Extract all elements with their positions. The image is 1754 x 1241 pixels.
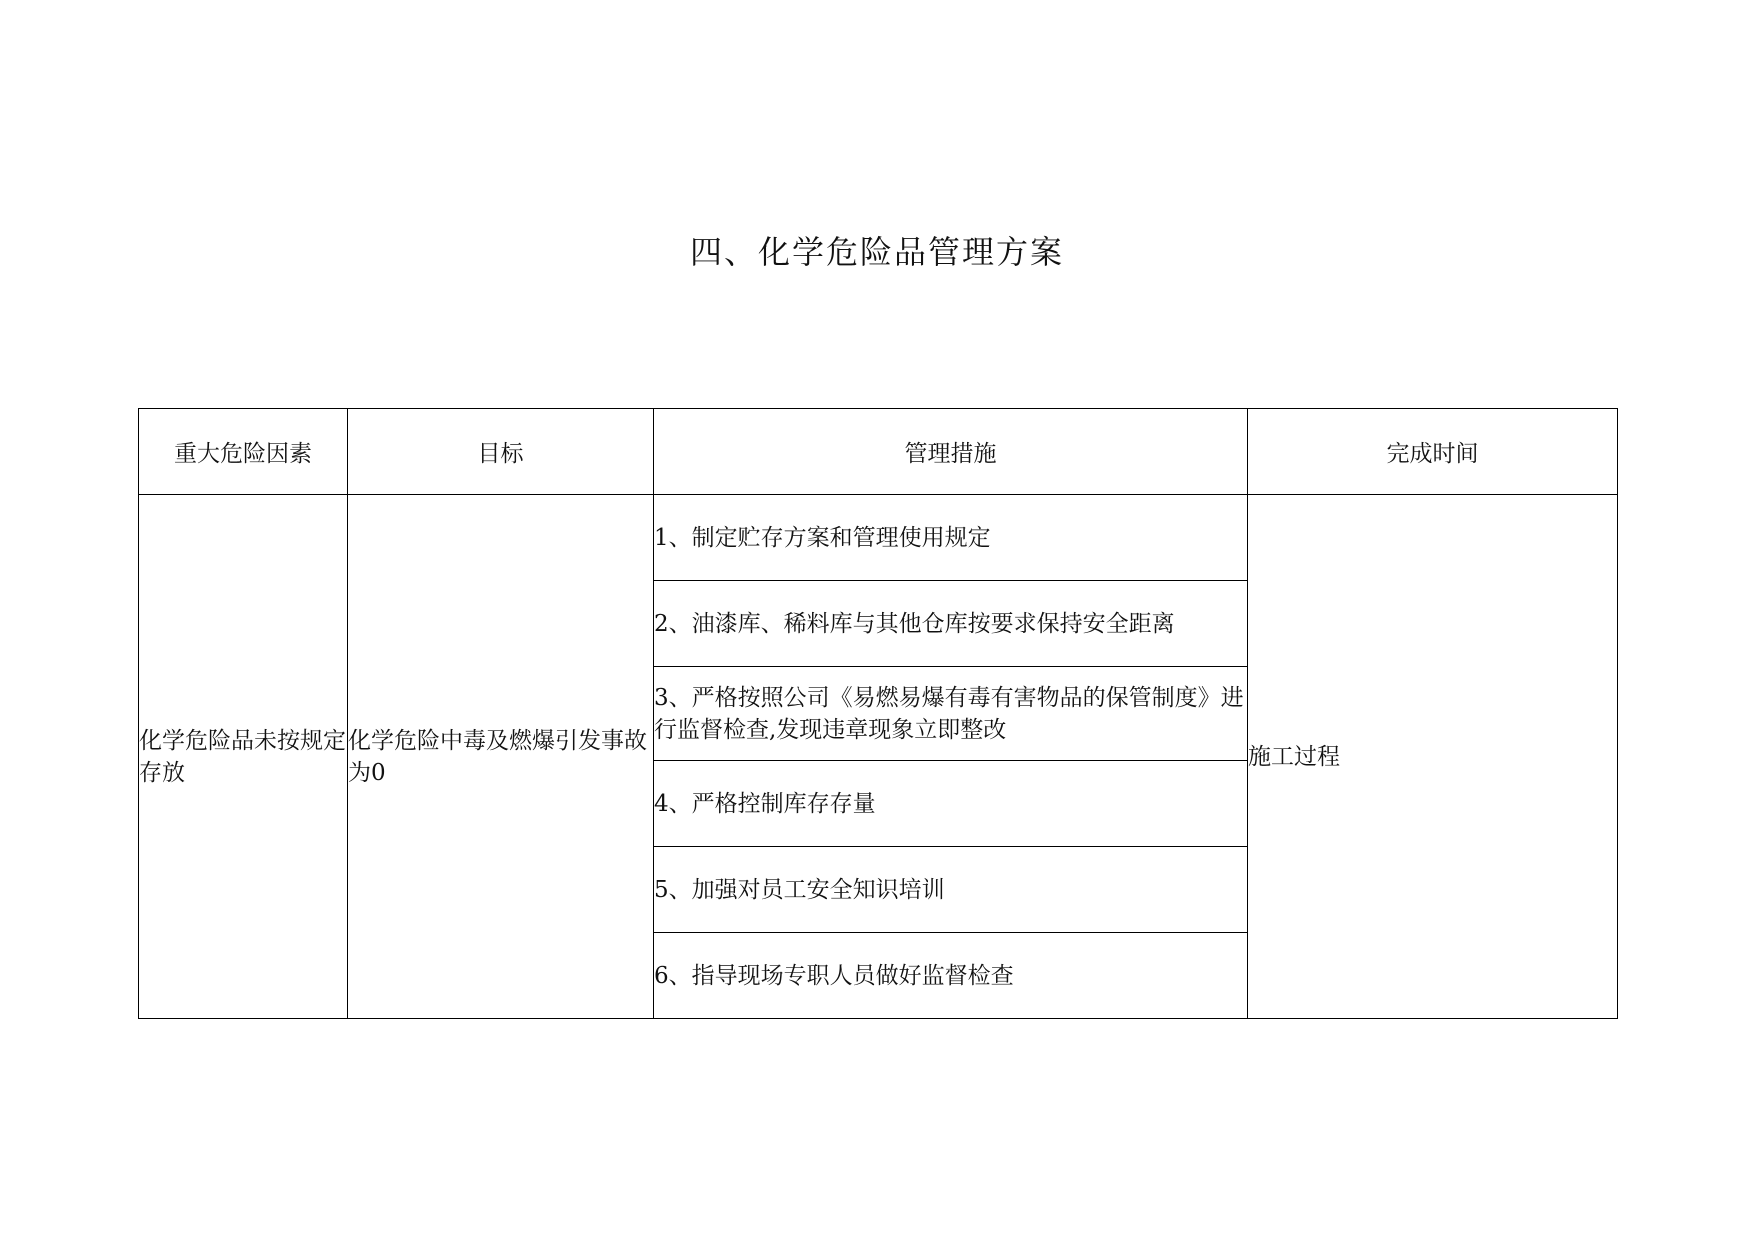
goal-cell: 化学危险中毒及燃爆引发事故为0 — [348, 495, 654, 1019]
management-plan-table — [138, 408, 1618, 1019]
major-hazard-cell: 化学危险品未按规定存放 — [139, 495, 348, 1019]
header-major-hazard: 重大危险因素 — [139, 409, 348, 495]
table-header-row — [139, 409, 1618, 495]
measure-item-2: 2、油漆库、稀料库与其他仓库按要求保持安全距离 — [654, 581, 1248, 667]
header-measures: 管理措施 — [654, 409, 1248, 495]
header-completion-time: 完成时间 — [1248, 409, 1618, 495]
table-row — [139, 495, 1618, 581]
completion-time-cell: 施工过程 — [1248, 495, 1618, 1019]
measure-item-3: 3、严格按照公司《易燃易爆有毒有害物品的保管制度》进行监督检查,发现违章现象立即整改 — [654, 667, 1248, 761]
measure-item-5: 5、加强对员工安全知识培训 — [654, 847, 1248, 933]
measure-item-6: 6、指导现场专职人员做好监督检查 — [654, 933, 1248, 1019]
header-goal: 目标 — [348, 409, 654, 495]
measure-item-4: 4、严格控制库存存量 — [654, 761, 1248, 847]
measure-item-1: 1、制定贮存方案和管理使用规定 — [654, 495, 1248, 581]
page-title: 四、化学危险品管理方案 — [689, 233, 1064, 271]
